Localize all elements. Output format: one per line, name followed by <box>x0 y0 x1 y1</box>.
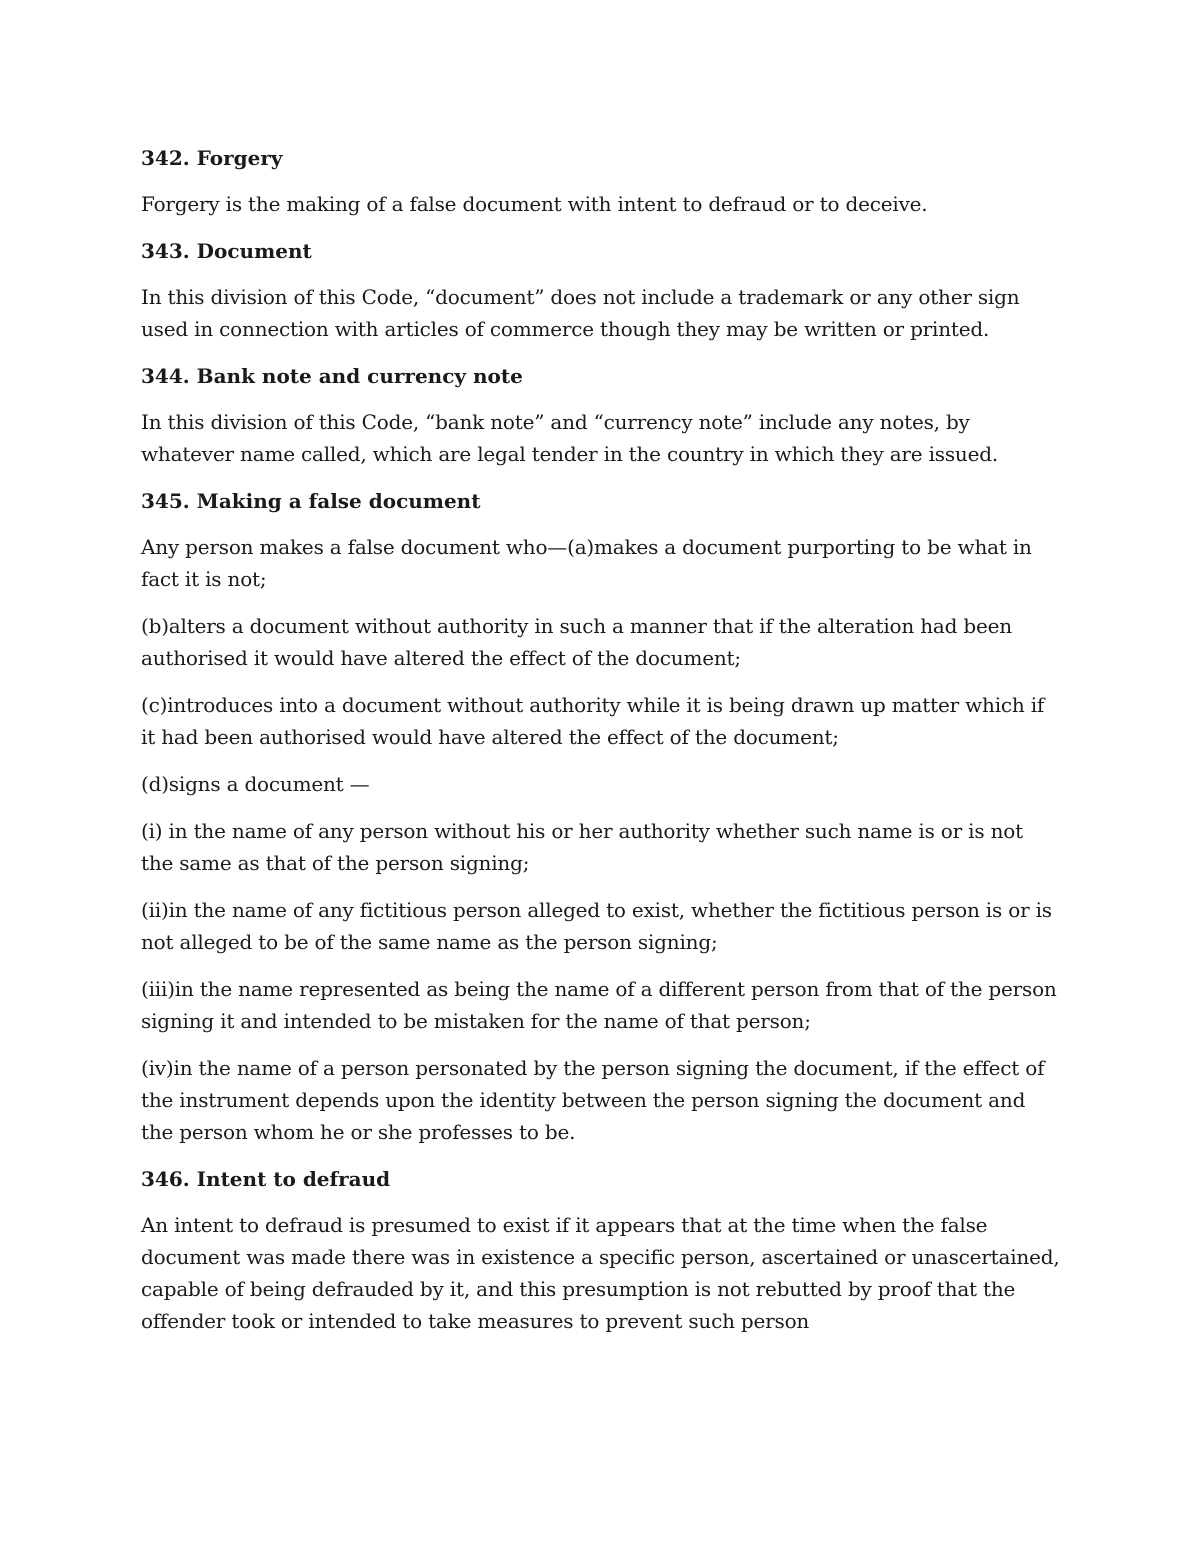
section-heading-345: 345. Making a false document <box>141 489 481 513</box>
section-paragraph: (iii)in the name represented as being the name of a different person from that of the person signing it and intended to be mistaken for the name of that person; <box>141 977 1057 1033</box>
document-page <box>141 142 1061 1352</box>
section-heading-346: 346. Intent to defraud <box>141 1167 391 1191</box>
section-paragraph: (c)introduces into a document without authority while it is being drawn up matter which if it had been authorised would have altered the effect of the document; <box>141 693 1045 749</box>
section-heading-342: 342. Forgery <box>141 146 283 170</box>
section-paragraph: In this division of this Code, “document” does not include a trademark or any other sign used in connection with articles of commerce though they may be written or printed. <box>141 285 1020 341</box>
section-paragraph: (iv)in the name of a person personated by the person signing the document, if the effect of the instrument depends upon the identity between the person signing the document and the person whom he or she professes to be. <box>141 1056 1045 1144</box>
section-paragraph: (b)alters a document without authority in such a manner that if the alteration had been authorised it would have altered the effect of the document; <box>141 614 1012 670</box>
section-paragraph: (i) in the name of any person without his or her authority whether such name is or is not the same as that of the person signing; <box>141 819 1023 875</box>
section-heading-343: 343. Document <box>141 239 312 263</box>
section-paragraph: Forgery is the making of a false document with intent to defraud or to deceive. <box>141 192 928 216</box>
section-paragraph: (d)signs a document — <box>141 772 370 796</box>
section-paragraph: Any person makes a false document who—(a)makes a document purporting to be what in fact it is not; <box>141 535 1032 591</box>
section-paragraph: In this division of this Code, “bank note” and “currency note” include any notes, by whatever name called, which are legal tender in the country in which they are issued. <box>141 410 998 466</box>
section-heading-344: 344. Bank note and currency note <box>141 364 523 388</box>
section-paragraph: An intent to defraud is presumed to exist if it appears that at the time when the false document was made there was in existence a specific person, ascertained or unascertained, capable of being defrauded by it, and this presumption is not rebutted by proof that the offender took or intended to take measures to prevent such person <box>141 1213 1060 1333</box>
section-paragraph: (ii)in the name of any fictitious person alleged to exist, whether the fictitious person is or is not alleged to be of the same name as the person signing; <box>141 898 1052 954</box>
